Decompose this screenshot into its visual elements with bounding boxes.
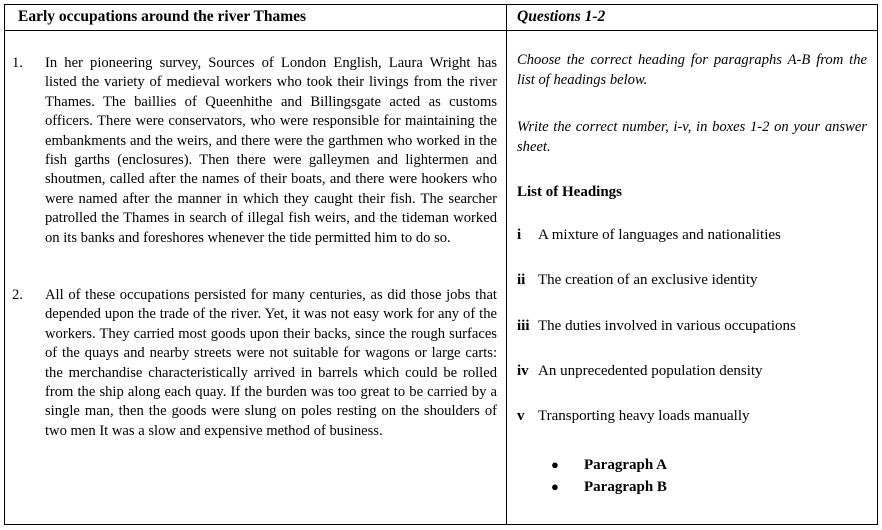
heading-option	[517, 318, 796, 335]
heading-numeral: v	[517, 408, 525, 424]
heading-text: Transporting heavy loads manually	[538, 408, 750, 424]
heading-option	[517, 363, 763, 380]
passage-title: Early occupations around the river Thames	[18, 8, 307, 25]
instruction-write-number: Write the correct number, i-v, in boxes 1-2 on your answer sheet.	[517, 119, 867, 155]
heading-numeral: i	[517, 227, 522, 243]
bullet-icon: ●	[551, 479, 559, 494]
heading-text: A mixture of languages and nationalities	[538, 227, 781, 243]
heading-option	[517, 272, 758, 289]
paragraph-1	[12, 54, 497, 248]
questions-title: Questions 1-2	[517, 8, 606, 25]
heading-text: An unprecedented population density	[538, 363, 763, 379]
heading-text: The creation of an exclusive identity	[538, 272, 758, 288]
answer-item-paragraph-b	[551, 479, 667, 496]
paragraph-2	[12, 286, 497, 441]
paragraph-text: All of these occupations persisted for many centuries, as did those jobs that depended upon the trade of the river. Yet, it was not easy work for any of the workers. They carried most goods upon their backs, since the rough surfaces of the quays and nearby streets were not suitable for wagons or large carts: the merchandise characteristically arrived in barrels which could be rolled from the ship along each quay. If the burden was too great to be carried by a single man, then the goods were slung on poles resting on the shoulders of two men It was a slow and expensive method of business.	[45, 287, 497, 439]
bullet-icon: ●	[551, 457, 559, 472]
paragraph-number: 2.	[12, 287, 23, 303]
heading-numeral: ii	[517, 272, 526, 288]
instruction-choose-heading: Choose the correct heading for paragraphs A-B from the list of headings below.	[517, 52, 867, 88]
paragraph-number: 1.	[12, 55, 23, 71]
heading-option	[517, 227, 781, 244]
answer-item-label: Paragraph B	[584, 479, 667, 495]
list-of-headings-title: List of Headings	[517, 184, 623, 200]
column-divider	[506, 5, 507, 524]
heading-numeral: iii	[517, 318, 530, 334]
paragraph-text: In her pioneering survey, Sources of London English, Laura Wright has listed the variety of medieval workers who took their livings from the river Thames. The baillies of Queenhithe and Billingsgate acted as customs officers. There were conservators, who were responsible for maintaining the embankments and the weirs, and there were the garthmen who worked in the fish garths (enclosures). Then there were galleymen and lightermen and shoutmen, called after the names of their boats, and there were hookers who were named after the manner in which they caught their fish. The searcher patrolled the Thames in search of illegal fish weirs, and the tideman worked on its banks and foreshores whenever the tide permitted him to do so.	[45, 55, 497, 246]
heading-option	[517, 408, 750, 425]
answer-item-label: Paragraph A	[584, 457, 667, 473]
document-table	[4, 4, 878, 525]
heading-numeral: iv	[517, 363, 529, 379]
header-divider	[5, 30, 877, 31]
heading-text: The duties involved in various occupations	[538, 318, 796, 334]
answer-item-paragraph-a	[551, 457, 667, 474]
